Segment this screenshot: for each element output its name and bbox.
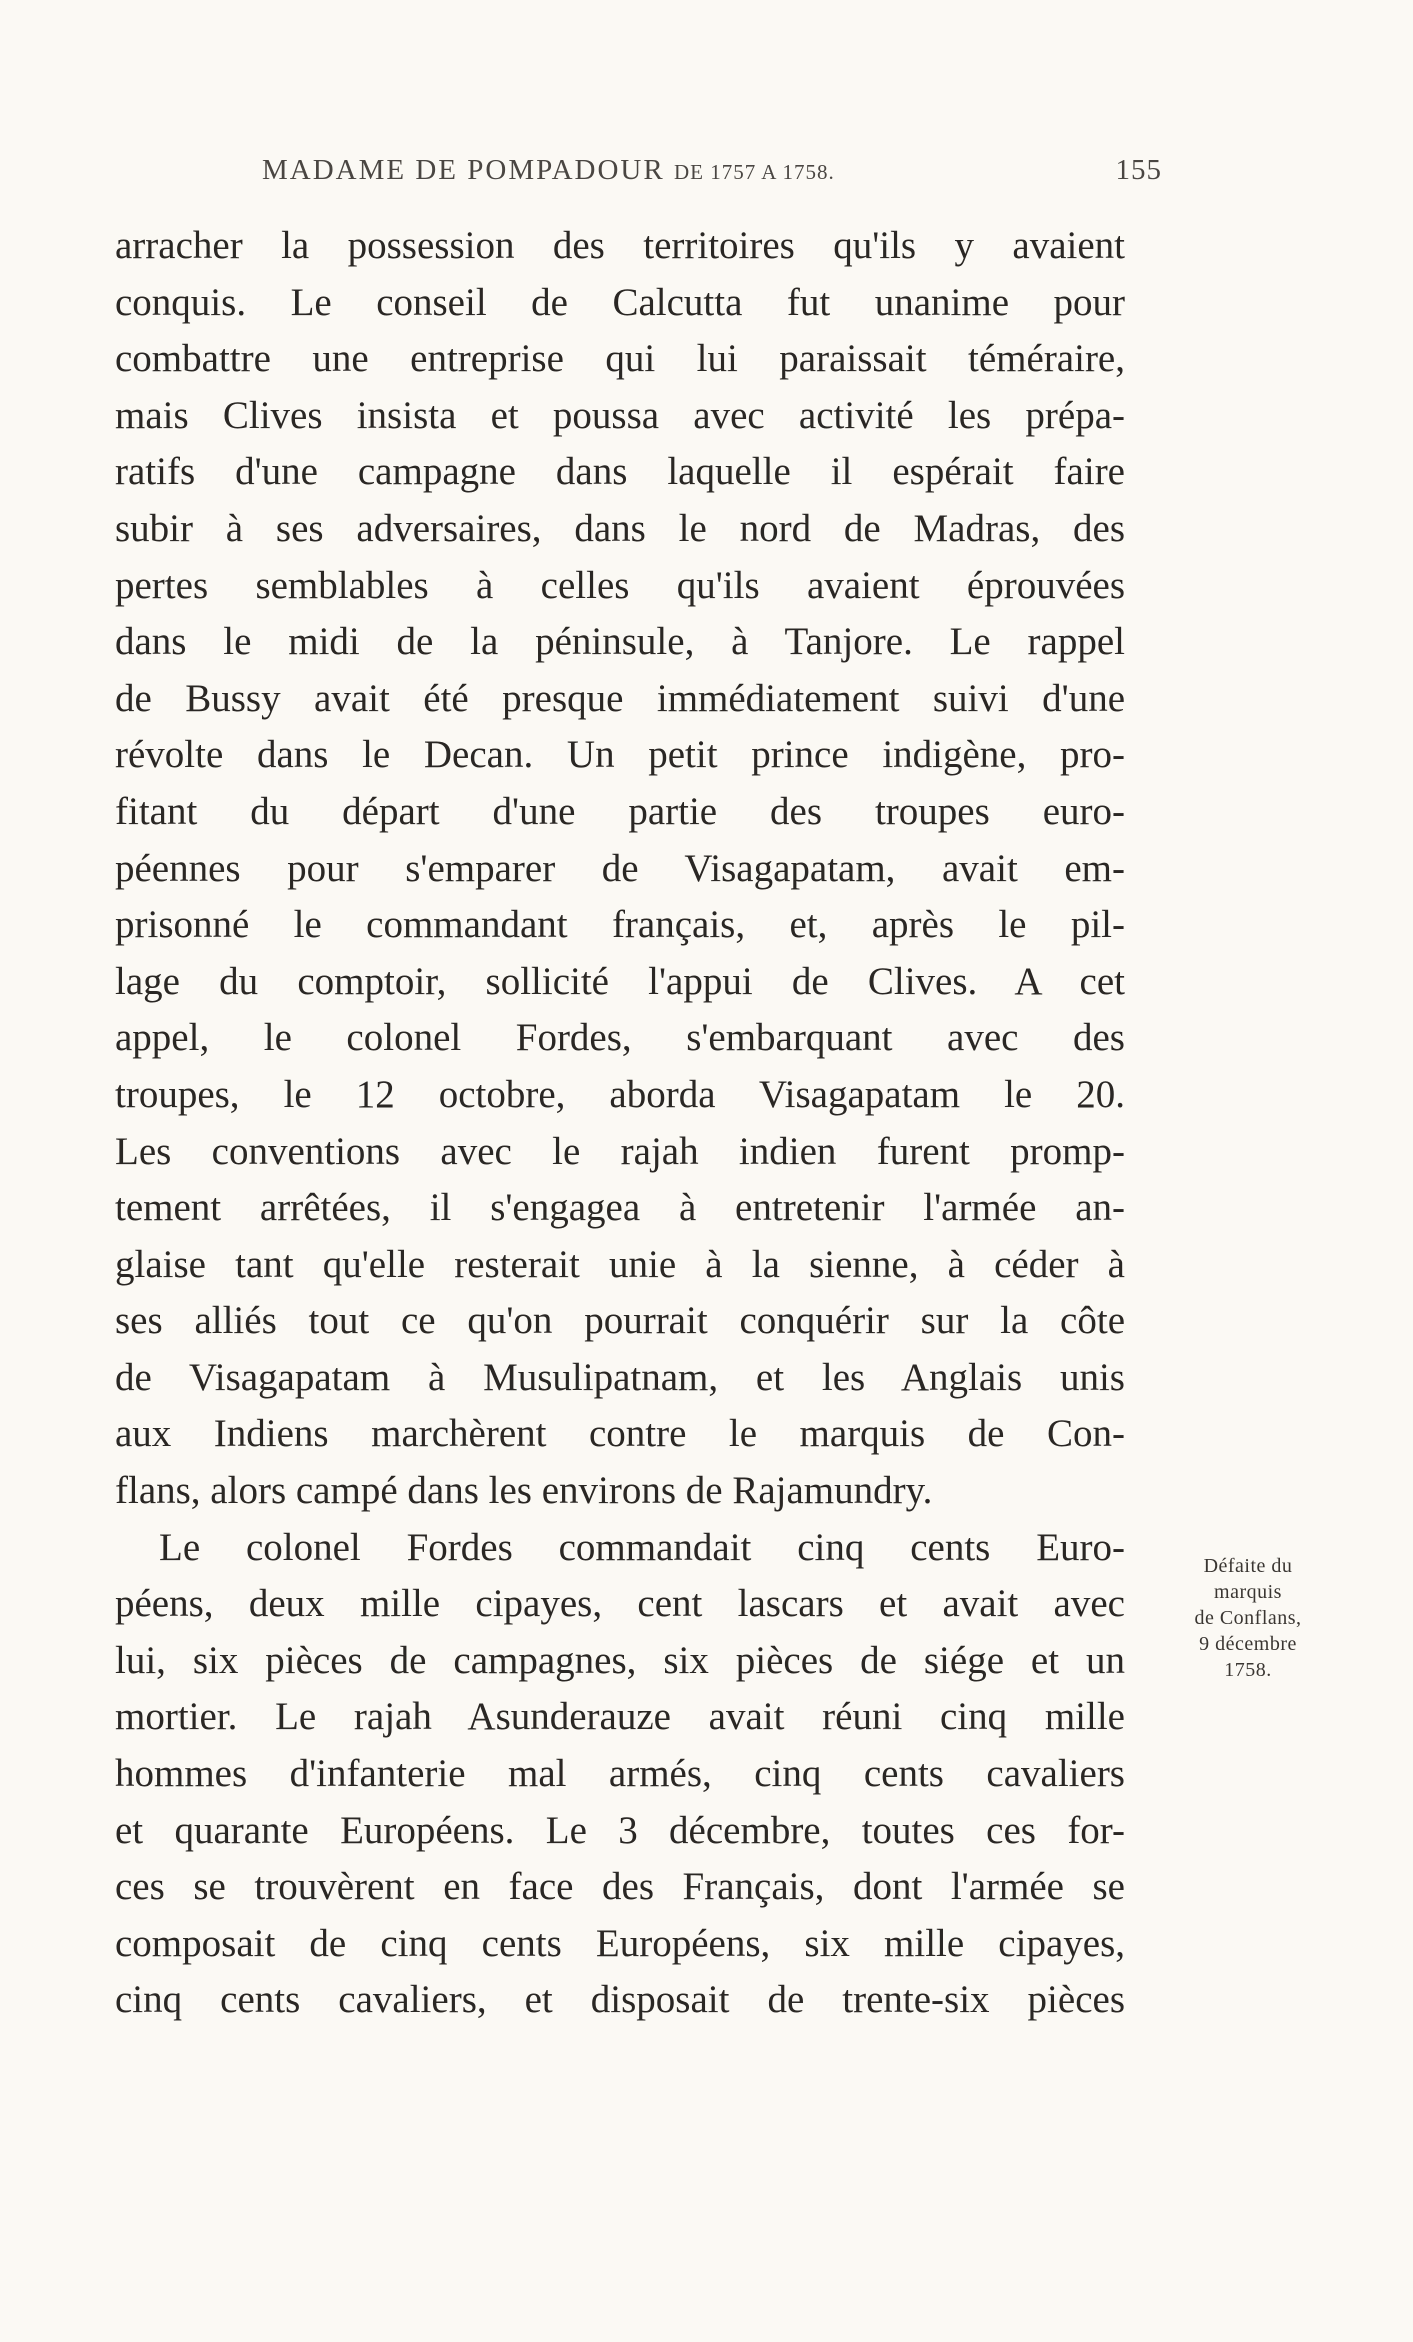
text-line: pertes semblables à celles qu'ils avaient éprouvées [115, 563, 1125, 607]
text-line: péens, deux mille cipayes, cent lascars et avait avec [115, 1582, 1125, 1626]
text-line: composait de cinq cents Européens, six mille cipayes, [115, 1921, 1125, 1965]
text-line: ses alliés tout ce qu'on pourrait conquérir sur la côte [115, 1299, 1125, 1343]
text-line: subir à ses adversaires, dans le nord de Madras, des [115, 506, 1125, 550]
text-line: révolte dans le Decan. Un petit prince indigène, pro- [115, 733, 1125, 777]
paragraph-1 [115, 218, 1125, 1520]
text-line: dans le midi de la péninsule, à Tanjore. Le rappel [115, 620, 1125, 664]
text-line: lui, six pièces de campagnes, six pièces de siége et un [115, 1638, 1125, 1682]
text-line: lage du comptoir, sollicité l'appui de Clives. A cet [115, 959, 1125, 1003]
body-text [115, 218, 1125, 2029]
text-line: ratifs d'une campagne dans laquelle il espérait faire [115, 450, 1125, 494]
running-head [262, 154, 1162, 194]
text-line: glaise tant qu'elle resterait unie à la sienne, à céder à [115, 1242, 1125, 1286]
text-line: péennes pour s'emparer de Visagapatam, avait em- [115, 846, 1125, 890]
running-head-title [262, 154, 835, 187]
margin-note-line: de Conflans, [1194, 1607, 1302, 1629]
text-line: mais Clives insista et poussa avec activité les prépa- [115, 393, 1125, 437]
text-line: hommes d'infanterie mal armés, cinq cents cavaliers [115, 1752, 1125, 1796]
paragraph-2 [115, 1520, 1125, 2029]
text-line: et quarante Européens. Le 3 décembre, toutes ces for- [115, 1808, 1125, 1852]
text-line: appel, le colonel Fordes, s'embarquant avec des [115, 1016, 1125, 1060]
running-head-title-dates: DE 1757 A 1758. [673, 160, 835, 184]
margin-note [1148, 1553, 1348, 1683]
text-line: prisonné le commandant français, et, après le pil- [115, 903, 1125, 947]
text-line: de Bussy avait été presque immédiatement suivi d'une [115, 676, 1125, 720]
margin-note-line: 1758. [1224, 1659, 1272, 1681]
text-line: flans, alors campé dans les environs de Rajamundry. [115, 1469, 933, 1513]
text-line: tement arrêtées, il s'engagea à entretenir l'armée an- [115, 1186, 1125, 1230]
text-line: de Visagapatam à Musulipatnam, et les Anglais unis [115, 1355, 1125, 1399]
text-line: conquis. Le conseil de Calcutta fut unanime pour [115, 280, 1125, 324]
text-line: arracher la possession des territoires qu'ils y avaient [115, 224, 1125, 267]
text-line: aux Indiens marchèrent contre le marquis de Con- [115, 1412, 1125, 1456]
margin-note-line: marquis [1214, 1581, 1282, 1603]
running-head-title-main: MADAME DE POMPADOUR [262, 154, 674, 186]
text-line: Les conventions avec le rajah indien furent promp- [115, 1129, 1125, 1173]
page-number: 155 [1115, 154, 1162, 186]
text-line: troupes, le 12 octobre, aborda Visagapatam le 20. [115, 1072, 1125, 1116]
margin-note-line: Défaite du [1203, 1555, 1293, 1577]
text-line: ces se trouvèrent en face des Français, dont l'armée se [115, 1865, 1125, 1909]
text-line: cinq cents cavaliers, et disposait de trente-six pièces [115, 1978, 1125, 2022]
text-line: Le colonel Fordes commandait cinq cents Euro- [159, 1525, 1125, 1569]
text-line: mortier. Le rajah Asunderauze avait réuni cinq mille [115, 1695, 1125, 1739]
text-line: combattre une entreprise qui lui paraissait téméraire, [115, 337, 1125, 381]
text-line: fitant du départ d'une partie des troupes euro- [115, 789, 1125, 833]
margin-note-line: 9 décembre [1199, 1633, 1297, 1655]
